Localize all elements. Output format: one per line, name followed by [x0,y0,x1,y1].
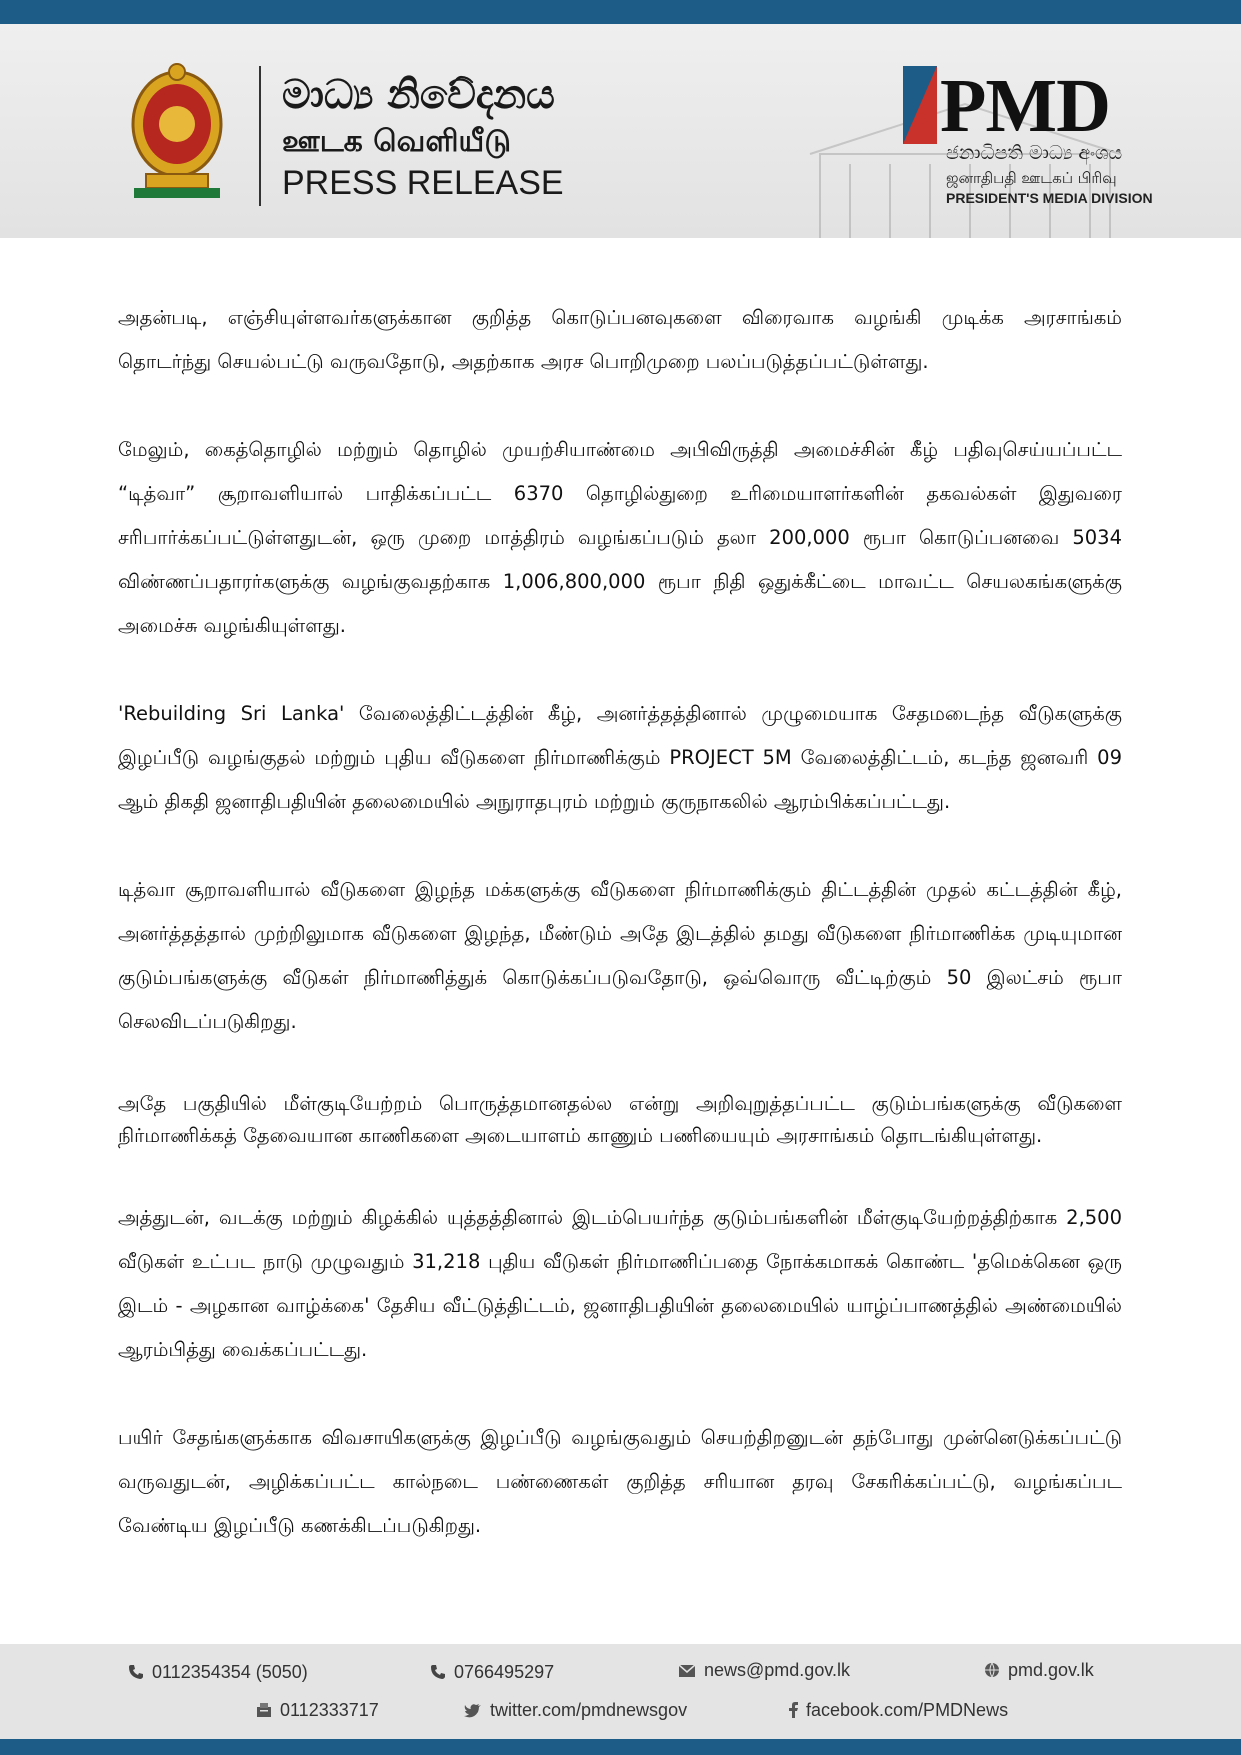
facebook-icon [788,1702,798,1718]
top-accent-bar [0,0,1241,24]
pmd-logo-text: PMD [940,64,1111,148]
footer-phone-1 [128,1662,308,1683]
fax-icon [256,1702,272,1718]
phone-icon [430,1664,446,1680]
paragraph-4: டித்வா சூறாவளியால் வீடுகளை இழந்த மக்களுக்கு வீடுகளை நிர்மாணிக்கும் திட்டத்தின் முதல் கட்டத்தின் கீழ், அனர்த்தத்தால் முற்றிலுமாக வீடுகளை இழந்த, மீண்டும் அதே இடத்தில் தமது வீடுகளை நிர்மாணிக்க முடியுமான குடும்பங்களுக்கு வீடுகள் நிர்மாணித்துக் கொடுக்கப்படுவதோடு, ஒவ்வொரு வீட்டிற்கும் 50 இலட்சம் ரூபா செலவிடப்படுகிறது. [118,878,1122,1033]
title-english: PRESS RELEASE [282,164,564,202]
title-sinhala: මාධ්‍ය නිවේදනය [282,72,555,118]
contact-footer [0,1644,1241,1739]
footer-twitter[interactable] [464,1700,687,1721]
footer-fax [256,1700,379,1721]
paragraph-3: 'Rebuilding Sri Lanka' வேலைத்திட்டத்தின் கீழ், அனர்த்தத்தினால் முழுமையாக சேதமடைந்த வீடுகளுக்கு இழப்பீடு வழங்குதல் மற்றும் புதிய வீடுகளை நிர்மாணிக்கும் PROJECT 5M வேலைத்திட்டம், கடந்த ஜனவரி 09 ஆம் திகதி ஜனாதிபதியின் தலைமையில் அநுராதபுரம் மற்றும் குருநாகலில் ஆரம்பிக்கப்பட்டது. [118,702,1122,813]
phone-2-text: 0766495297 [454,1662,555,1682]
paragraph-5: அதே பகுதியில் மீள்குடியேற்றம் பொருத்தமானதல்ல என்று அறிவுறுத்தப்பட்ட குடும்பங்களுக்கு வீடுகளை நிர்மாணிக்கத் தேவையான காணிகளை அடையாளம் காணும் பணியையும் அரசாங்கம் தொடங்கியுள்ளது. [118,1092,1122,1147]
pmd-name-sinhala: ජනාධිපති මාධ්‍ය අංශය [946,142,1123,164]
press-release-header [0,24,1241,238]
footer-email[interactable] [678,1660,850,1681]
header-divider [259,66,261,206]
pmd-logo-mark-icon [903,66,937,144]
paragraph-2: மேலும், கைத்தொழில் மற்றும் தொழில் முயற்சியாண்மை அபிவிருத்தி அமைச்சின் கீழ் பதிவுசெய்யப்பட்ட “டித்வா” சூறாவளியால் பாதிக்கப்பட்ட 6370 தொழில்துறை உரிமையாளர்களின் தகவல்கள் இதுவரை சரிபார்க்கப்பட்டுள்ளதுடன், ஒரு முறை மாத்திரம் வழங்கப்படும் தலா 200,000 ரூபா கொடுப்பனவை 5034 விண்ணப்பதாரர்களுக்கு வழங்குவதற்காக 1,006,800,000 ரூபா நிதி ஒதுக்கீட்டை மாவட்ட செயலகங்களுக்கு அமைச்சு வழங்கியுள்ளது. [118,438,1122,637]
envelope-icon [678,1664,696,1678]
footer-facebook[interactable] [788,1700,1008,1721]
fax-text: 0112333717 [280,1700,379,1720]
footer-website[interactable] [984,1660,1094,1681]
facebook-text[interactable]: facebook.com/PMDNews [806,1700,1009,1720]
footer-phone-2 [430,1662,554,1683]
title-tamil: ஊடக வெளியீடு [282,124,511,159]
website-text[interactable]: pmd.gov.lk [1008,1660,1094,1680]
globe-icon [984,1662,1000,1678]
bottom-accent-bar [0,1739,1241,1755]
paragraph-6: அத்துடன், வடக்கு மற்றும் கிழக்கில் யுத்தத்தினால் இடம்பெயர்ந்த குடும்பங்களின் மீள்குடியேற்றத்திற்காக 2,500 வீடுகள் உட்பட நாடு முழுவதும் 31,218 புதிய வீடுகள் நிர்மாணிப்பதை நோக்கமாகக் கொண்ட 'தமெக்கென ஒரு இடம் - அழகான வாழ்க்கை' தேசிய வீட்டுத்திட்டம், ஜனாதிபதியின் தலைமையில் யாழ்ப்பாணத்தில் அண்மையில் ஆரம்பித்து வைக்கப்பட்டது. [118,1206,1122,1361]
pmd-name-english: PRESIDENT'S MEDIA DIVISION [946,190,1153,206]
pmd-name-tamil: ஜனாதிபதி ஊடகப் பிரிவு [946,169,1117,187]
press-release-body [118,296,1122,1592]
phone-icon [128,1664,144,1680]
email-text[interactable]: news@pmd.gov.lk [704,1660,850,1680]
phone-1-text: 0112354354 (5050) [152,1662,308,1682]
twitter-text[interactable]: twitter.com/pmdnewsgov [490,1700,688,1720]
paragraph-1: அதன்படி, எஞ்சியுள்ளவர்களுக்கான குறித்த கொடுப்பனவுகளை விரைவாக வழங்கி முடிக்க அரசாங்கம் தொடர்ந்து செயல்பட்டு வருவதோடு, அதற்காக அரச பொறிமுறை பலப்படுத்தப்பட்டுள்ளது. [118,306,1122,373]
paragraph-7: பயிர் சேதங்களுக்காக விவசாயிகளுக்கு இழப்பீடு வழங்குவதும் செயற்திறனுடன் தந்போது முன்னெடுக்கப்பட்டு வருவதுடன், அழிக்கப்பட்ட கால்நடை பண்ணைகள் குறித்த சரியான தரவு சேகரிக்கப்பட்டு, வழங்கப்பட வேண்டிய இழப்பீடு கணக்கிடப்படுகிறது. [118,1426,1122,1537]
sri-lanka-emblem-icon [126,62,228,204]
twitter-icon [464,1703,482,1718]
